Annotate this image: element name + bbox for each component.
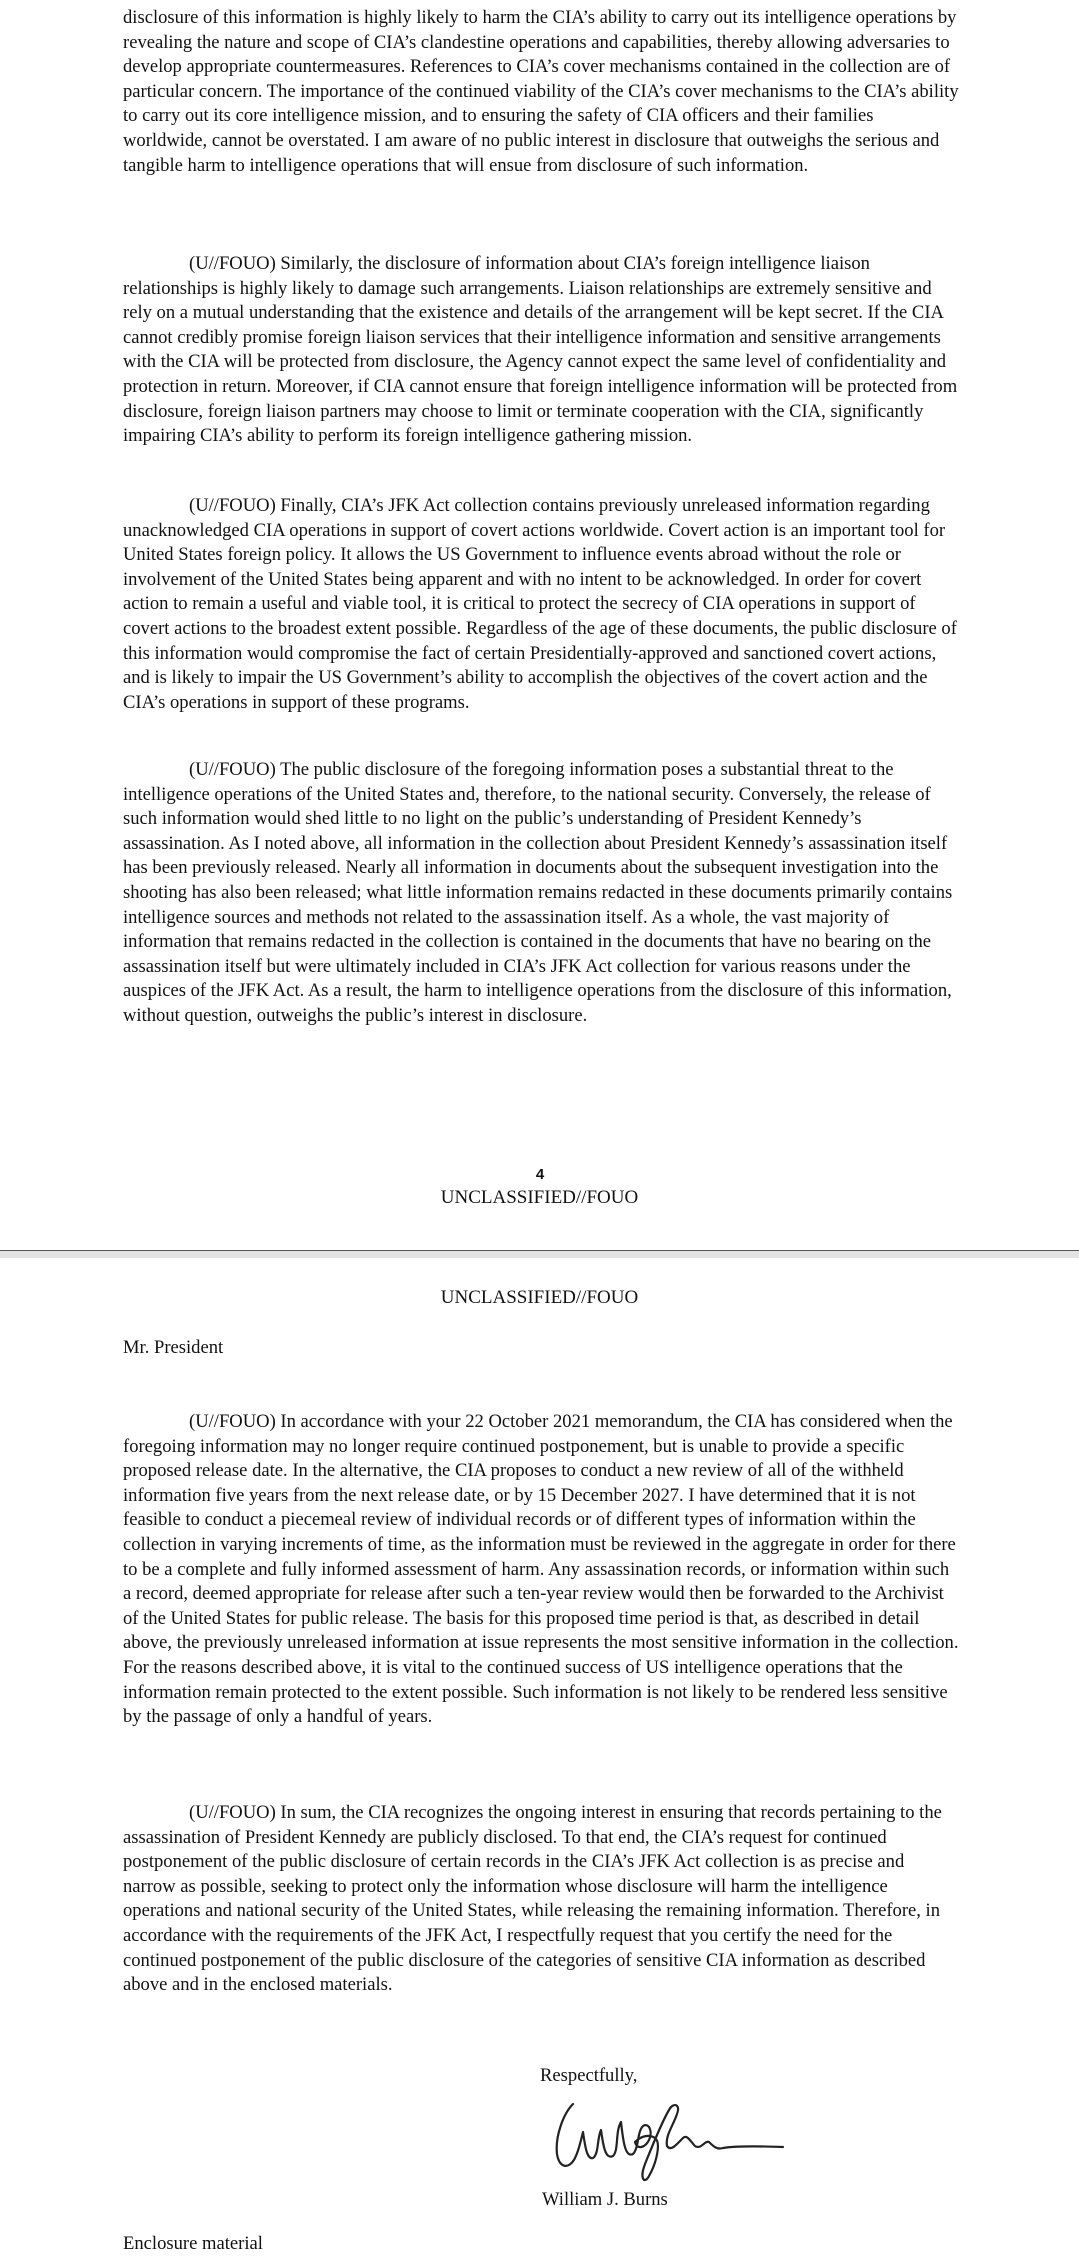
header-classification-marking: UNCLASSIFIED//FOUO (440, 1287, 639, 1308)
cut-off-enclosure-line: Enclosure material (123, 2233, 263, 2254)
review-section (123, 1410, 961, 1730)
continuation-paragraph: disclosure of this information is highly likely to harm the CIA’s ability to carry out its intelligence operations by revealing the nature and scope of CIA’s clandestine operations and capabilities, thereby allowing adversaries to develop appropriate countermeasures. References to CIA’s cover mechanisms contained in the collection are of particular concern. The importance of the continued viability of the CIA’s cover mechanisms to the CIA’s ability to carry out its core intelligence mission, and to ensuring the safety of CIA officers and their families worldwide, cannot be overstated. I am aware of no public interest in disclosure that outweighs the serious and tangible harm to intelligence operations that will ensue from disclosure of such information. (123, 7, 959, 176)
paragraph-covert-action: (U//FOUO) Finally, CIA’s JFK Act collection contains previously unreleased information regarding unacknowledged CIA operations in support of covert actions worldwide. Covert action is an important tool for United States foreign policy. It allows the US Government to influence events abroad without the role or involvement of the United States being apparent and with no intent to be acknowledged. In order for covert action to remain a useful and viable tool, it is critical to protect the secrecy of CIA operations in support of covert actions to the broadest extent possible. Regardless of the age of these documents, the public disclosure of this information would compromise the fact of certain Presidentially-approved and sanctioned covert actions, and is likely to impair the US Government’s ability to accomplish the objectives of the covert action and the CIA’s operations in support of these programs. (123, 495, 957, 713)
paragraph-liaison: (U//FOUO) Similarly, the disclosure of information about CIA’s foreign intelligence liaison relationships is highly likely to damage such arrangements. Liaison relationships are extremely sensitive and rely on a mutual understanding that the existence and details of the arrangement will be kept secret. If the CIA cannot credibly promise foreign liaison services that their intelligence information and sensitive arrangements with the CIA will be protected from disclosure, the Agency cannot expect the same level of confidentiality and protection in return. Moreover, if CIA cannot ensure that foreign intelligence information will be protected from disclosure, foreign liaison partners may choose to limit or terminate cooperation with the CIA, significantly impairing CIA’s ability to perform its foreign intelligence gathering mission. (123, 253, 958, 447)
threat-section (123, 758, 961, 1029)
covert-section (123, 494, 961, 715)
liaison-section (123, 252, 961, 449)
summary-section (123, 1801, 961, 1998)
paragraph-proposed-review: (U//FOUO) In accordance with your 22 October 2021 memorandum, the CIA has considered when the foregoing information may no longer require continued postponement, but is unable to provide a specific proposed release date. In the alternative, the CIA proposes to conduct a new review of all of the withheld information five years from the next release date, or by 15 December 2027. I have determined that it is not feasible to conduct a piecemeal review of individual records or of different types of information within the collection in varying increments of time, as the information must be reviewed in the aggregate in order for there to be a complete and fully informed assessment of harm. Any assassination records, or information within such a record, deemed appropriate for release after such a ten-year review would then be forwarded to the Archivist of the United States for public release. The basis for this proposed time period is that, as described in detail above, the previously unreleased information at issue represents the most sensitive information in the collection. For the reasons described above, it is vital to the continued success of US intelligence operations that the information remain protected to the extent possible. Such information is not likely to be rendered less sensitive by the passage of only a handful of years. (123, 1411, 959, 1728)
signature-image (545, 2092, 790, 2187)
cut-off-text-line (123, 2232, 383, 2254)
salutation: Mr. President (123, 1337, 224, 1358)
signatory-name: William J. Burns (542, 2189, 668, 2210)
footer-classification-marking: UNCLASSIFIED//FOUO (440, 1187, 639, 1208)
document-page-5 (0, 1258, 1079, 2241)
closing: Respectfully, (540, 2065, 638, 2086)
document-page-4: disclosure of this information is highly likely to harm the CIA’s ability to carry out its intelligence operations by revealing the nature and scope of CIA’s clandestine operations and capabilities, thereby allowing adversaries to develop appropriate countermeasures. References to CIA’s cover mechanisms contained in the collection are of particular concern. The importance of the continued viability of the CIA’s cover mechanisms to the CIA’s ability to carry out its core intelligence mission, and to ensuring the safety of CIA officers and their families worldwide, cannot be overstated. I am aware of no public interest in disclosure that outweighs the serious and tangible harm to intelligence operations that will ensue from disclosure of such information. (U//FOUO) Similarly, the disclosure of information about CIA’s foreign intelligence liaison relationships is highly likely to damage such arrangements. Liaison relationships are extremely sensitive and rely on a mutual understanding that the existence and details of the arrangement will be kept secret. If the CIA cannot credibly promise foreign liaison services that their intelligence information and sensitive arrangements with the CIA will be protected from disclosure, the Agency cannot expect the same level of confidentiality and protection in return. Moreover, if CIA cannot ensure that foreign intelligence information will be protected from disclosure, foreign liaison partners may choose to limit or terminate cooperation with the CIA, significantly impairing CIA’s ability to perform its foreign intelligence gathering mission. (U//FOUO) Finally, CIA’s JFK Act collection contains previously unreleased information regarding unacknowledged CIA operations in support of covert actions worldwide. Covert action is an important tool for United States foreign policy. It allows the US Government to influence events abroad without the role or involvement of the United States being apparent and with no intent to be acknowledged. In order for covert action to remain a useful and viable tool, it is critical to protect the secrecy of CIA operations in support of covert actions to the broadest extent possible. Regardless of the age of these documents, the public disclosure of this information would compromise the fact of certain Presidentially-approved and sanctioned covert actions, and is likely to impair the US Government’s ability to accomplish the objectives of the covert action and the CIA’s operations in support of these programs. (U//FOUO) The public disclosure of the foregoing information poses a substantial threat to the intelligence operations of the United States and, therefore, to the national security. Conversely, the release of such information would shed little to no light on the public’s understanding of President Kennedy’s assassination. As I noted above, all information in the collection about President Kennedy’s assassination itself has been previously released. Nearly all information in documents about the subsequent investigation into the shooting has also been released; what little information remains redacted in these documents primarily contains intelligence sources and methods not related to the assassination itself. As a whole, the vast majority of information that remains redacted in the collection is contained in the documents that have no bearing on the assassination itself but were ultimately included in CIA’s JFK Act collection for various reasons under the auspices of the JFK Act. As a result, the harm to intelligence operations from the disclosure of this information, without question, outweighs the public’s interest in disclosure. 4 UNCLASSIFIED//FOUO (0, 0, 1079, 1256)
body-text-top (123, 6, 961, 178)
salutation-block (123, 1336, 961, 1361)
paragraph-summary-request: (U//FOUO) In sum, the CIA recognizes the ongoing interest in ensuring that records pertaining to the assassination of President Kennedy are publicly disclosed. To that end, the CIA’s request for continued postponement of the public disclosure of certain records in the CIA’s JFK Act collection is as precise and narrow as possible, seeking to protect only the information whose disclosure will harm the intelligence operations and national security of the United States, while releasing the remaining information. Therefore, in accordance with the requirements of the JFK Act, I respectfully request that you certify the need for the continued postponement of the public disclosure of the categories of sensitive CIA information as described above and in the enclosed materials. (123, 1802, 942, 1996)
paragraph-public-disclosure-threat: (U//FOUO) The public disclosure of the foregoing information poses a substantial threat to the intelligence operations of the United States and, therefore, to the national security. Conversely, the release of such information would shed little to no light on the public’s understanding of President Kennedy’s assassination. As I noted above, all information in the collection about President Kennedy’s assassination itself has been previously released. Nearly all information in documents about the subsequent investigation into the shooting has also been released; what little information remains redacted in these documents primarily contains intelligence sources and methods not related to the assassination itself. As a whole, the vast majority of information that remains redacted in the collection is contained in the documents that have no bearing on the assassination itself but were ultimately included in CIA’s JFK Act collection for various reasons under the auspices of the JFK Act. As a result, the harm to intelligence operations from the disclosure of this information, without question, outweighs the public’s interest in disclosure. (123, 759, 953, 1026)
